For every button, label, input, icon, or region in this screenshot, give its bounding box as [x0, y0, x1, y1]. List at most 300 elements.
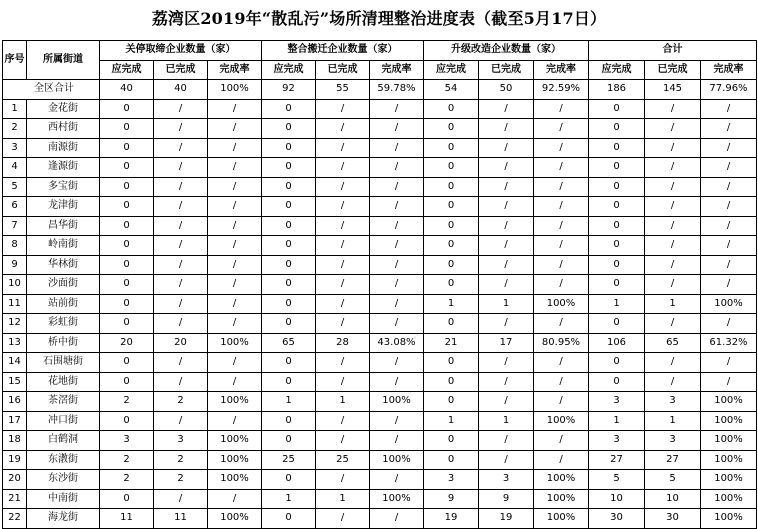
table-cell: 1: [589, 294, 645, 314]
table-cell: /: [534, 314, 589, 334]
table-cell: 0: [424, 236, 479, 256]
table-cell: 25: [262, 450, 316, 470]
table-row: [3, 353, 757, 373]
header-group-relocation: 整合搬迁企业数量（家）: [262, 41, 424, 61]
table-cell: /: [370, 99, 424, 119]
table-cell: /: [701, 314, 757, 334]
table-cell: /: [316, 411, 370, 431]
table-cell: 1: [262, 489, 316, 509]
table-cell: 100%: [701, 509, 757, 529]
table-cell: 2: [100, 392, 154, 412]
table-cell: /: [534, 177, 589, 197]
table-cell: 20: [100, 333, 154, 353]
table-cell: /: [701, 216, 757, 236]
table-cell: 0: [262, 216, 316, 236]
row-street: 石围塘街: [27, 353, 100, 373]
row-street: 桥中街: [27, 333, 100, 353]
table-cell: /: [370, 411, 424, 431]
table-cell: /: [154, 138, 208, 158]
table-cell: 1: [645, 411, 701, 431]
row-index: 22: [3, 509, 27, 529]
table-cell: 100%: [701, 294, 757, 314]
table-cell: 2: [154, 392, 208, 412]
table-cell: /: [154, 255, 208, 275]
table-cell: /: [370, 216, 424, 236]
table-cell: /: [645, 119, 701, 139]
table-cell: 54: [424, 80, 479, 100]
table-cell: 0: [589, 119, 645, 139]
table-cell: 0: [100, 177, 154, 197]
table-cell: 0: [100, 372, 154, 392]
row-street: 东漖街: [27, 450, 100, 470]
row-index: 14: [3, 353, 27, 373]
table-row: [3, 450, 757, 470]
header-index: 序号: [3, 41, 27, 80]
table-cell: 100%: [701, 470, 757, 490]
table-cell: 1: [479, 411, 534, 431]
table-cell: 3: [589, 392, 645, 412]
table-row: [3, 158, 757, 178]
table-cell: /: [154, 99, 208, 119]
table-cell: /: [479, 99, 534, 119]
header-sub-done: 已完成: [479, 60, 534, 80]
header-sub-target: 应完成: [262, 60, 316, 80]
table-cell: 100%: [208, 431, 262, 451]
table-cell: /: [154, 236, 208, 256]
table-cell: 0: [424, 138, 479, 158]
table-cell: /: [208, 177, 262, 197]
table-row: [3, 197, 757, 217]
table-cell: 0: [262, 275, 316, 295]
table-cell: 3: [479, 470, 534, 490]
table-cell: 0: [424, 216, 479, 236]
table-row: [3, 411, 757, 431]
table-cell: 25: [316, 450, 370, 470]
table-cell: /: [370, 314, 424, 334]
table-cell: /: [534, 197, 589, 217]
table-cell: /: [370, 138, 424, 158]
table-cell: 0: [589, 99, 645, 119]
table-cell: 1: [589, 411, 645, 431]
table-cell: /: [154, 216, 208, 236]
table-cell: /: [316, 158, 370, 178]
table-cell: 0: [424, 197, 479, 217]
table-cell: /: [316, 236, 370, 256]
table-cell: /: [370, 275, 424, 295]
table-cell: /: [316, 275, 370, 295]
table-cell: 0: [424, 255, 479, 275]
table-cell: 100%: [701, 450, 757, 470]
table-cell: 0: [424, 450, 479, 470]
table-cell: /: [534, 119, 589, 139]
table-row: [3, 392, 757, 412]
table-cell: /: [154, 177, 208, 197]
table-cell: /: [208, 119, 262, 139]
table-cell: /: [645, 158, 701, 178]
row-street: 东沙街: [27, 470, 100, 490]
table-cell: /: [316, 119, 370, 139]
table-cell: /: [316, 509, 370, 529]
table-cell: /: [645, 353, 701, 373]
table-row: [3, 99, 757, 119]
table-cell: 0: [589, 372, 645, 392]
table-cell: /: [370, 255, 424, 275]
header-sub-target: 应完成: [100, 60, 154, 80]
table-cell: 65: [262, 333, 316, 353]
table-cell: 0: [100, 255, 154, 275]
table-cell: /: [534, 275, 589, 295]
table-cell: /: [316, 372, 370, 392]
table-row: [3, 294, 757, 314]
row-street: 逢源街: [27, 158, 100, 178]
table-cell: /: [154, 158, 208, 178]
table-cell: /: [534, 255, 589, 275]
row-index: 20: [3, 470, 27, 490]
table-cell: 50: [479, 80, 534, 100]
table-cell: 0: [100, 294, 154, 314]
table-cell: 19: [424, 509, 479, 529]
row-index: 3: [3, 138, 27, 158]
table-cell: 100%: [701, 392, 757, 412]
table-cell: /: [154, 294, 208, 314]
table-row: [3, 489, 757, 509]
table-cell: 0: [100, 158, 154, 178]
table-cell: /: [479, 216, 534, 236]
table-cell: 100%: [208, 392, 262, 412]
table-cell: /: [208, 197, 262, 217]
table-cell: 2: [154, 470, 208, 490]
table-cell: 0: [262, 372, 316, 392]
table-row: [3, 509, 757, 529]
table-cell: /: [316, 99, 370, 119]
table-cell: 77.96%: [701, 80, 757, 100]
header-street: 所属街道: [27, 41, 100, 80]
table-cell: /: [154, 119, 208, 139]
table-cell: 0: [262, 158, 316, 178]
table-cell: /: [645, 197, 701, 217]
table-cell: /: [208, 99, 262, 119]
table-cell: 100%: [208, 470, 262, 490]
row-street: 海龙街: [27, 509, 100, 529]
table-cell: 1: [316, 489, 370, 509]
table-cell: 19: [479, 509, 534, 529]
table-cell: 0: [100, 314, 154, 334]
row-street: 茶滘街: [27, 392, 100, 412]
row-index: 8: [3, 236, 27, 256]
table-cell: 100%: [370, 450, 424, 470]
table-cell: /: [208, 353, 262, 373]
table-cell: /: [534, 99, 589, 119]
table-cell: /: [701, 353, 757, 373]
table-cell: 3: [100, 431, 154, 451]
row-index: 12: [3, 314, 27, 334]
table-cell: 0: [100, 99, 154, 119]
table-cell: 0: [589, 138, 645, 158]
table-cell: /: [154, 411, 208, 431]
header-row-groups: [3, 41, 757, 61]
table-cell: 100%: [701, 489, 757, 509]
table-row: [3, 431, 757, 451]
table-row: [3, 177, 757, 197]
table-cell: 80.95%: [534, 333, 589, 353]
table-cell: /: [208, 489, 262, 509]
table-cell: 2: [100, 450, 154, 470]
table-cell: 30: [645, 509, 701, 529]
table-cell: /: [534, 216, 589, 236]
table-cell: 9: [424, 489, 479, 509]
table-cell: 0: [262, 255, 316, 275]
table-cell: 0: [100, 216, 154, 236]
table-cell: /: [154, 372, 208, 392]
table-cell: 100%: [701, 411, 757, 431]
table-cell: 92: [262, 80, 316, 100]
table-cell: 0: [424, 314, 479, 334]
table-cell: /: [701, 158, 757, 178]
table-cell: 0: [100, 119, 154, 139]
table-cell: 0: [100, 353, 154, 373]
row-street: 华林街: [27, 255, 100, 275]
table-cell: /: [701, 138, 757, 158]
table-cell: 10: [645, 489, 701, 509]
table-cell: /: [370, 470, 424, 490]
table-cell: 0: [100, 489, 154, 509]
table-cell: 0: [100, 411, 154, 431]
table-cell: /: [154, 489, 208, 509]
table-cell: /: [154, 197, 208, 217]
table-cell: 2: [154, 450, 208, 470]
progress-table: [2, 40, 757, 529]
table-cell: /: [534, 236, 589, 256]
row-street: 白鹤洞: [27, 431, 100, 451]
table-cell: 0: [589, 255, 645, 275]
table-cell: 0: [262, 236, 316, 256]
table-cell: 21: [424, 333, 479, 353]
table-cell: /: [316, 353, 370, 373]
table-cell: /: [534, 450, 589, 470]
table-cell: /: [479, 450, 534, 470]
table-cell: 1: [645, 294, 701, 314]
table-cell: 0: [424, 119, 479, 139]
row-index: 4: [3, 158, 27, 178]
page-title: 荔湾区2019年“散乱污”场所清理整治进度表（截至5月17日）: [151, 9, 607, 28]
header-sub-done: 已完成: [645, 60, 701, 80]
table-cell: 1: [424, 294, 479, 314]
table-cell: 11: [154, 509, 208, 529]
table-cell: /: [208, 158, 262, 178]
table-cell: 145: [645, 80, 701, 100]
table-row: [3, 314, 757, 334]
table-cell: 0: [424, 158, 479, 178]
table-cell: /: [370, 158, 424, 178]
table-cell: 100%: [208, 80, 262, 100]
row-index: 16: [3, 392, 27, 412]
row-index: 1: [3, 99, 27, 119]
total-label: 全区合计: [3, 80, 100, 100]
table-cell: /: [208, 216, 262, 236]
table-cell: /: [316, 314, 370, 334]
table-cell: /: [479, 275, 534, 295]
table-cell: 100%: [534, 411, 589, 431]
table-cell: 106: [589, 333, 645, 353]
row-index: 5: [3, 177, 27, 197]
table-cell: 0: [100, 197, 154, 217]
table-cell: /: [316, 197, 370, 217]
table-cell: /: [645, 275, 701, 295]
table-cell: /: [370, 509, 424, 529]
table-cell: 1: [316, 392, 370, 412]
header-sub-rate: 完成率: [370, 60, 424, 80]
table-cell: 186: [589, 80, 645, 100]
header-sub-rate: 完成率: [701, 60, 757, 80]
table-cell: 0: [262, 294, 316, 314]
table-cell: 3: [645, 392, 701, 412]
table-cell: 0: [100, 275, 154, 295]
table-cell: 100%: [370, 392, 424, 412]
table-cell: /: [370, 236, 424, 256]
table-cell: 40: [100, 80, 154, 100]
table-cell: /: [479, 372, 534, 392]
table-cell: 5: [589, 470, 645, 490]
row-index: 13: [3, 333, 27, 353]
table-cell: /: [316, 177, 370, 197]
table-cell: 65: [645, 333, 701, 353]
header-sub-done: 已完成: [154, 60, 208, 80]
table-row: [3, 470, 757, 490]
table-cell: 40: [154, 80, 208, 100]
table-cell: 0: [262, 431, 316, 451]
table-cell: /: [645, 216, 701, 236]
table-cell: /: [479, 177, 534, 197]
table-cell: 100%: [534, 509, 589, 529]
table-row: [3, 216, 757, 236]
table-cell: 0: [424, 392, 479, 412]
table-cell: /: [645, 372, 701, 392]
table-cell: /: [479, 255, 534, 275]
table-cell: 9: [479, 489, 534, 509]
table-cell: 1: [262, 392, 316, 412]
table-cell: /: [479, 353, 534, 373]
table-cell: 20: [154, 333, 208, 353]
table-cell: 10: [589, 489, 645, 509]
table-cell: /: [534, 372, 589, 392]
table-cell: /: [479, 138, 534, 158]
table-cell: /: [316, 138, 370, 158]
table-cell: /: [316, 255, 370, 275]
table-cell: /: [316, 431, 370, 451]
table-cell: /: [370, 431, 424, 451]
table-cell: 59.78%: [370, 80, 424, 100]
table-cell: 11: [100, 509, 154, 529]
table-cell: 17: [479, 333, 534, 353]
table-cell: 55: [316, 80, 370, 100]
row-index: 10: [3, 275, 27, 295]
table-cell: 61.32%: [701, 333, 757, 353]
table-cell: 0: [262, 411, 316, 431]
header-group-upgrade: 升级改造企业数量（家）: [424, 41, 589, 61]
table-cell: 30: [589, 509, 645, 529]
row-street: 龙津街: [27, 197, 100, 217]
table-cell: 0: [424, 353, 479, 373]
header-sub-target: 应完成: [424, 60, 479, 80]
table-cell: 0: [262, 470, 316, 490]
table-cell: 100%: [534, 294, 589, 314]
table-cell: /: [479, 431, 534, 451]
table-cell: 0: [589, 197, 645, 217]
table-cell: /: [479, 197, 534, 217]
table-cell: /: [645, 236, 701, 256]
table-body: [3, 80, 757, 529]
row-index: 18: [3, 431, 27, 451]
table-row: [3, 236, 757, 256]
header-sub-rate: 完成率: [534, 60, 589, 80]
table-cell: 0: [589, 275, 645, 295]
table-cell: 0: [262, 353, 316, 373]
table-cell: 1: [479, 294, 534, 314]
table-row: [3, 255, 757, 275]
table-cell: /: [208, 255, 262, 275]
table-cell: /: [479, 158, 534, 178]
table-cell: 0: [262, 314, 316, 334]
table-cell: 0: [589, 216, 645, 236]
table-cell: /: [208, 372, 262, 392]
table-cell: /: [701, 119, 757, 139]
table-cell: 0: [100, 236, 154, 256]
row-index: 11: [3, 294, 27, 314]
row-index: 2: [3, 119, 27, 139]
table-cell: 43.08%: [370, 333, 424, 353]
row-index: 6: [3, 197, 27, 217]
table-cell: /: [645, 138, 701, 158]
table-cell: /: [645, 99, 701, 119]
table-cell: /: [316, 216, 370, 236]
table-cell: 0: [589, 236, 645, 256]
table-cell: 1: [424, 411, 479, 431]
table-row: [3, 275, 757, 295]
table-cell: 100%: [534, 489, 589, 509]
row-street: 花地街: [27, 372, 100, 392]
table-cell: /: [208, 138, 262, 158]
header-group-shutdown: 关停取缔企业数量（家）: [100, 41, 262, 61]
table-cell: 0: [589, 158, 645, 178]
row-street: 彩虹街: [27, 314, 100, 334]
table-cell: /: [645, 314, 701, 334]
table-cell: /: [208, 236, 262, 256]
table-cell: /: [701, 177, 757, 197]
table-cell: /: [645, 255, 701, 275]
table-cell: 100%: [701, 431, 757, 451]
table-cell: /: [208, 314, 262, 334]
table-row-total: [3, 80, 757, 100]
table-cell: 100%: [534, 470, 589, 490]
row-street: 金花街: [27, 99, 100, 119]
table-cell: /: [479, 236, 534, 256]
table-cell: /: [208, 411, 262, 431]
table-cell: /: [154, 314, 208, 334]
table-cell: /: [701, 236, 757, 256]
table-cell: /: [479, 392, 534, 412]
table-cell: /: [208, 275, 262, 295]
table-cell: 0: [424, 99, 479, 119]
table-cell: 0: [262, 138, 316, 158]
table-cell: 100%: [208, 333, 262, 353]
table-cell: 0: [424, 372, 479, 392]
table-cell: /: [534, 138, 589, 158]
row-index: 15: [3, 372, 27, 392]
table-cell: 3: [645, 431, 701, 451]
table-cell: 0: [424, 431, 479, 451]
table-cell: /: [154, 353, 208, 373]
table-row: [3, 333, 757, 353]
